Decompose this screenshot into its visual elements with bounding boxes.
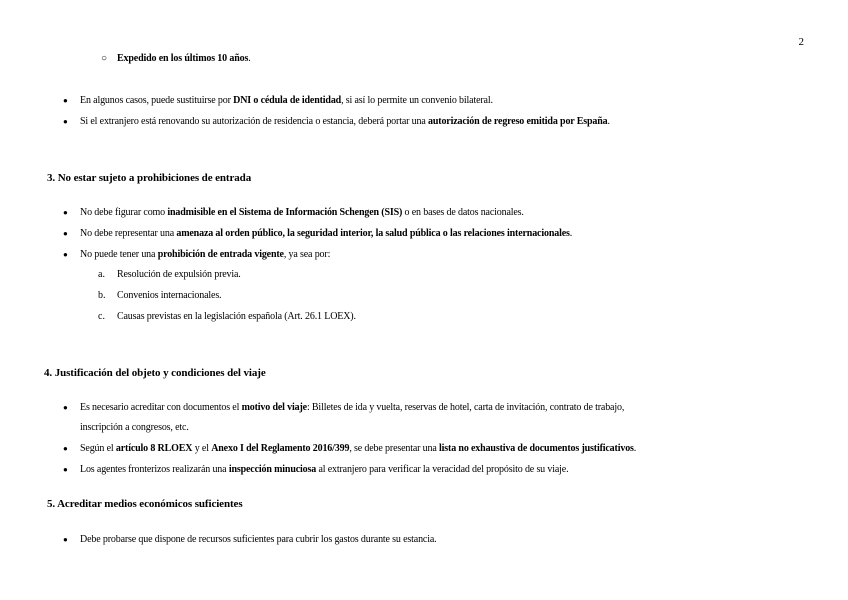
bullet-icon: ● [63,208,68,217]
section-3-heading: 3. No estar sujeto a prohibiciones de entrada [47,172,252,184]
bullet-inspeccion: Los agentes fronterizos realizarán una inspección minuciosa al extranjero para verificar la veracidad del propósito de su viaje. [80,464,569,475]
page-number: 2 [798,36,804,48]
list-marker: a. [98,269,105,280]
section-4-heading: 4. Justificación del objeto y condiciones del viaje [44,367,266,379]
bullet-renovando: Si el extranjero está renovando su autorización de residencia o estancia, deberá portar una autorización de regreso emitida por España. [80,116,610,127]
bullet-dni: En algunos casos, puede sustituirse por DNI o cédula de identidad, si así lo permite un convenio bilateral. [80,95,493,106]
bullet-articulo: Según el artículo 8 RLOEX y el Anexo I del Reglamento 2016/399, se debe presentar una lista no exhaustiva de documentos justificativos. [80,443,637,454]
list-marker: b. [98,290,106,301]
bullet-icon: ● [63,403,68,412]
list-marker: c. [98,311,105,322]
bullet-motivo: Es necesario acreditar con documentos el motivo del viaje: Billetes de ida y vuelta, reservas de hotel, carta de invitación, contrato de trabajo, [80,402,625,413]
bullet-motivo-continuation: inscripción a congresos, etc. [80,422,189,433]
bullet-recursos: Debe probarse que dispone de recursos suficientes para cubrir los gastos durante su estancia. [80,534,437,545]
hollow-bullet-icon: ○ [101,53,108,64]
list-item: Resolución de expulsión previa. [117,269,241,280]
bullet-icon: ● [63,96,68,105]
list-item: Convenios internacionales. [117,290,222,301]
bullet-icon: ● [63,465,68,474]
bullet-icon: ● [63,229,68,238]
section-5-heading: 5. Acreditar medios económicos suficientes [47,498,243,510]
bullet-icon: ● [63,535,68,544]
bullet-sis: No debe figurar como inadmisible en el Sistema de Información Schengen (SIS) o en bases de datos nacionales. [80,207,524,218]
bullet-icon: ● [63,444,68,453]
bullet-icon: ● [63,250,68,259]
bullet-prohibicion: No puede tener una prohibición de entrada vigente, ya sea por: [80,249,331,260]
bullet-icon: ● [63,117,68,126]
bullet-amenaza: No debe representar una amenaza al orden público, la seguridad interior, la salud pública o las relaciones internacionales. [80,228,573,239]
list-item: Causas previstas en la legislación española (Art. 26.1 LOEX). [117,311,356,322]
sub-item-expedido: Expedido en los últimos 10 años. [117,53,251,64]
